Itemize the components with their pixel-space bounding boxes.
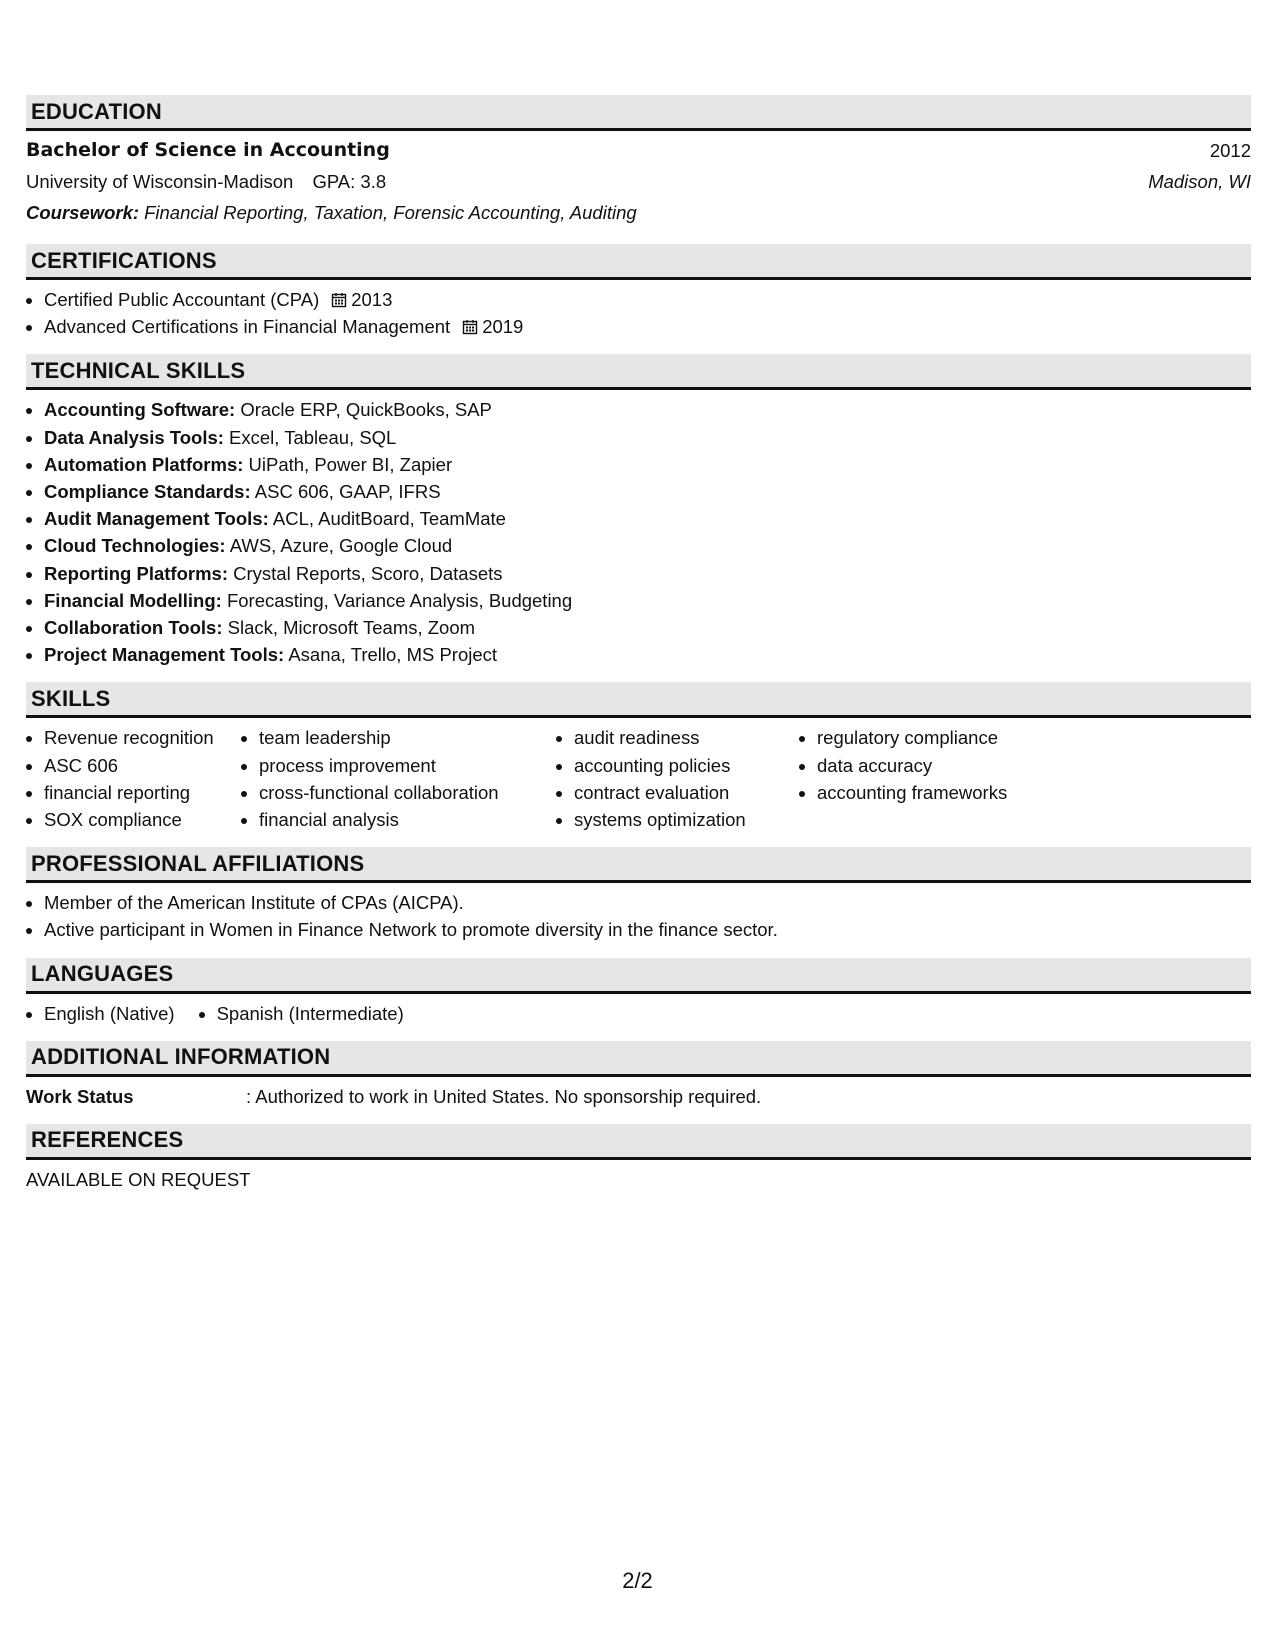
skills-heading: SKILLS [26,682,1251,718]
language-item: • Spanish (Intermediate) [217,1000,404,1027]
languages-heading: LANGUAGES [26,958,1251,994]
skill-item: • systems optimization [574,806,799,833]
tech-skill-value: ACL, AuditBoard, TeamMate [272,508,506,530]
tech-skill-item [44,478,1251,505]
tech-skill-item [44,587,1251,614]
affiliation-item: • Active participant in Women in Finance Network to promote diversity in the finance sector. [44,916,1251,943]
education-section [26,95,1251,228]
references-text: AVAILABLE ON REQUEST [26,1168,251,1190]
certification-item [44,313,1251,340]
school-location: Madison, WI [1148,171,1251,192]
skill-item: • financial analysis [259,806,556,833]
work-status-value: : Authorized to work in United States. No sponsorship required. [246,1085,762,1107]
tech-skill-item [44,532,1251,559]
education-heading: EDUCATION [26,95,1251,131]
tech-skill-value: UiPath, Power BI, Zapier [248,453,453,475]
certification-item [44,286,1251,313]
certification-name: Advanced Certifications in Financial Management [44,316,451,338]
tech-skill-value: Asana, Trello, MS Project [288,644,498,666]
tech-skill-value: Forecasting, Variance Analysis, Budgeting [226,589,573,611]
skill-item: • contract evaluation [574,779,799,806]
tech-skill-item [44,505,1251,532]
tech-skill-value: Crystal Reports, Scoro, Datasets [233,562,503,584]
tech-skill-label: Data Analysis Tools: [44,426,224,448]
tech-skill-label: Reporting Platforms: [44,562,228,584]
tech-skill-label: Financial Modelling: [44,589,222,611]
tech-skill-label: Accounting Software: [44,399,236,421]
tech-skill-item [44,560,1251,587]
certification-year: 2019 [482,316,524,338]
skill-item: • cross-functional collaboration [259,779,556,806]
language-item: • English (Native) [44,1000,175,1027]
tech-skill-item [44,451,1251,478]
additional-info-heading: ADDITIONAL INFORMATION [26,1041,1251,1077]
gpa: GPA: 3.8 [312,171,387,192]
tech-skill-label: Compliance Standards: [44,481,251,503]
certifications-heading: CERTIFICATIONS [26,244,1251,280]
technical-skills-section [26,354,1251,668]
technical-skills-heading: TECHNICAL SKILLS [26,354,1251,390]
coursework-list: Financial Reporting, Taxation, Forensic Accounting, Auditing [144,202,637,223]
skill-item: • SOX compliance [44,806,241,833]
work-status-label: Work Status [26,1085,134,1107]
tech-skill-label: Automation Platforms: [44,453,244,475]
tech-skill-value: Slack, Microsoft Teams, Zoom [227,617,476,639]
references-section [26,1124,1251,1193]
skills-column [241,724,556,833]
calendar-icon [331,292,347,308]
skills-section [26,682,1251,833]
affiliation-item: • Member of the American Institute of CPAs (AICPA). [44,889,1251,916]
tech-skill-item [44,641,1251,668]
references-heading: REFERENCES [26,1124,1251,1160]
degree-title: Bachelor of Science in Accounting [26,139,390,161]
affiliations-heading: PROFESSIONAL AFFILIATIONS [26,847,1251,883]
coursework-label: Coursework: [26,202,140,223]
certification-name: Certified Public Accountant (CPA) [44,289,320,310]
skill-item: • Revenue recognition [44,724,241,751]
graduation-year: 2012 [1209,140,1251,161]
calendar-icon [462,319,478,335]
additional-info-section [26,1041,1251,1110]
certification-year: 2013 [351,289,393,310]
skill-item: • accounting frameworks [817,779,1057,806]
certifications-section [26,244,1251,340]
skills-column [556,724,799,833]
school-name: University of Wisconsin-Madison [26,171,294,192]
skills-column [799,724,1057,833]
skill-item: • process improvement [259,752,556,779]
tech-skill-value: Oracle ERP, QuickBooks, SAP [240,399,492,421]
skill-item: • team leadership [259,724,556,751]
tech-skill-value: Excel, Tableau, SQL [229,426,397,448]
page-number: 2/2 [622,1568,653,1593]
skill-item: • ASC 606 [44,752,241,779]
tech-skill-label: Cloud Technologies: [44,535,226,557]
skill-item: • financial reporting [44,779,241,806]
tech-skill-label: Project Management Tools: [44,644,285,666]
tech-skill-value: ASC 606, GAAP, IFRS [254,481,441,503]
tech-skill-item [44,396,1251,423]
tech-skill-label: Collaboration Tools: [44,617,223,639]
skill-item: • audit readiness [574,724,799,751]
skills-column [26,724,241,833]
tech-skill-value: AWS, Azure, Google Cloud [229,535,453,557]
affiliations-section [26,847,1251,943]
tech-skill-item [44,614,1251,641]
skill-item: • regulatory compliance [817,724,1057,751]
skill-item: • data accuracy [817,752,1057,779]
tech-skill-label: Audit Management Tools: [44,508,269,530]
resume-page [26,95,1251,1207]
languages-section [26,958,1251,1027]
skill-item: • accounting policies [574,752,799,779]
tech-skill-item [44,424,1251,451]
